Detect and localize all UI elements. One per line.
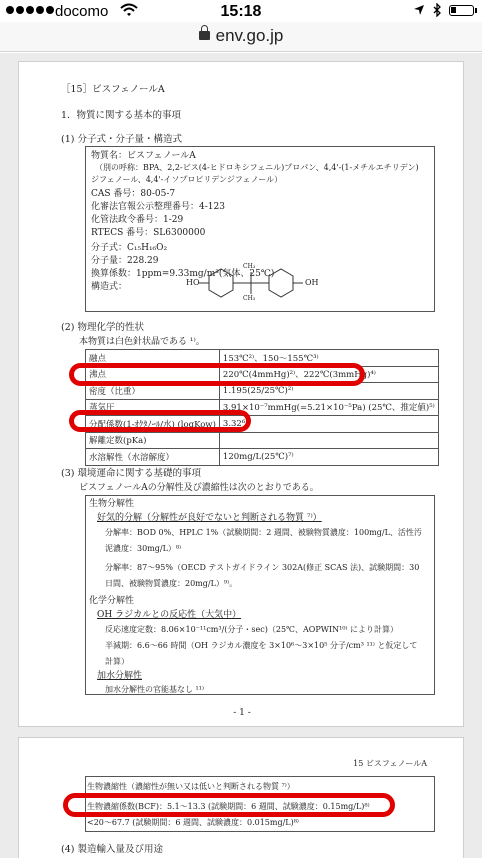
lock-icon (199, 31, 210, 40)
table-cell: 蒸気圧 (86, 399, 220, 416)
highlight-partition-coefficient (69, 410, 251, 432)
document-title: ［15］ビスフェノールA (61, 84, 165, 95)
id-line: 分子量：228.29 (91, 256, 159, 266)
paragraph: 本物質は白色針状晶である ¹⁾。 (79, 337, 205, 347)
fate-line: 分解率：BOD 0%、HPLC 1%（試験期間：2 週間、被験物質濃度：100mg/L、活性汚 (105, 528, 422, 537)
pdf-page-2 (18, 737, 464, 858)
table-row (86, 449, 439, 466)
location-arrow-icon (413, 4, 425, 16)
fate-line: 半減期：6.6～66 時間（OH ラジカル濃度を 3×10⁶～3×10⁵ 分子/cm³ ¹¹⁾ と仮定して (105, 641, 418, 650)
fate-line: 泥濃度：30mg/L）⁸⁾ (105, 544, 182, 553)
id-line: RTECS 番号：SL6300000 (91, 228, 206, 238)
id-line: 物質名：ビスフェノールA (91, 151, 196, 161)
id-line: 化管法政令番号：1-29 (91, 215, 184, 225)
id-line: 換算係数：1ppm=9.33mg/m³(気体、25℃) (91, 269, 275, 279)
clock: 15:18 (220, 3, 262, 20)
table-cell: 120mg/L(25℃)⁷⁾ (219, 449, 438, 466)
table-cell: 水溶解性（水溶解度） (86, 449, 220, 466)
methyl-label: CH₃ (243, 295, 256, 302)
pdf-page-1 (18, 61, 464, 727)
table-cell: 153℃²⁾、150～155℃³⁾ (219, 350, 438, 367)
table-cell: 3.91×10⁻⁷mmHg(=5.21×10⁻⁵Pa) (25℃、推定値)⁵⁾ (219, 399, 438, 416)
fate-subheading: 加水分解性 (97, 671, 143, 681)
table-cell (219, 432, 438, 449)
section-heading: 1．物質に関する基本的事項 (61, 110, 182, 121)
table-cell: 分配係数(1-ｵｸﾀﾉｰﾙ/水) (logKow) (86, 416, 220, 433)
highlight-bcf (63, 793, 395, 817)
table-cell: 3.32⁶⁾ (219, 416, 438, 433)
id-line: CAS 番号：80-05-7 (91, 189, 176, 199)
environmental-fate-box (85, 495, 435, 695)
id-line: ジフェノール、4,4'-イソプロピリデンジフェノール） (91, 175, 283, 184)
running-header: 15 ビスフェノールA (353, 759, 427, 768)
subsection-heading: (3) 環境運命に関する基礎的事項 (61, 468, 201, 479)
url-text: env.go.jp (215, 26, 284, 45)
bcf-line: <20～67.7 (試験期間：6 週間、試験濃度：0.015mg/L)⁸⁾ (87, 818, 299, 827)
fate-line: 計算） (105, 657, 129, 666)
id-line: 分子式：C₁₅H₁₆O₂ (91, 243, 168, 253)
table-cell: 1.195(25/25℃)²⁾ (219, 383, 438, 400)
subsection-heading: (4) 製造輸入量及び用途 (61, 844, 163, 855)
id-line: 化審法官報公示整理番号：4-123 (91, 202, 225, 212)
document-viewport[interactable] (0, 53, 482, 858)
paragraph: ビスフェノールAの分解性及び濃縮性は次のとおりである。 (79, 483, 319, 493)
subsection-heading: (1) 分子式・分子量・構造式 (61, 134, 182, 145)
address-bar[interactable] (0, 22, 482, 52)
hydroxyl-label: OH (305, 278, 319, 287)
subsection-heading: (2) 物理化学的性状 (61, 322, 144, 333)
table-cell: 密度（比重） (86, 383, 220, 400)
fate-heading: 化学分解性 (89, 596, 135, 606)
table-cell: 解離定数(pKa) (86, 432, 220, 449)
table-cell: 沸点 (86, 366, 220, 383)
hydroxyl-label: HO (186, 278, 200, 287)
bcf-line: 生物濃縮係数(BCF)：5.1～13.3 (試験期間：6 週間、試験濃度：0.15mg/L)⁸⁾ (87, 802, 370, 811)
carrier-name: docomo (55, 3, 109, 20)
fate-line: 日間、被験物質濃度：20mg/L）⁹⁾。 (105, 579, 238, 588)
fate-subheading: OH ラジカルとの反応性（大気中） (97, 610, 242, 620)
table-row (86, 432, 439, 449)
fate-line: 分解率：87～95%（OECD テストガイドライン 302A(修正 SCAS 法)、試験期間：30 (105, 563, 420, 572)
highlight-boiling-point (69, 363, 365, 386)
methyl-label: CH₃ (243, 263, 256, 270)
table-cell: 220℃(4mmHg)²⁾、222℃(3mmHg)⁴⁾ (219, 366, 438, 383)
table-cell: 融点 (86, 350, 220, 367)
fate-subheading: 好気的分解（分解性が良好でないと判断される物質 ⁷⁾） (97, 513, 322, 523)
bluetooth-icon (433, 3, 441, 17)
bcf-heading: 生物濃縮性（濃縮性が無い又は低いと判断される物質 ⁷⁾） (87, 782, 295, 791)
fate-line: 反応速度定数：8.06×10⁻¹¹cm³/(分子・sec)（25℃、AOPWIN¹⁰⁾ により計算） (105, 625, 399, 634)
fate-heading: 生物分解性 (89, 499, 135, 509)
status-bar (0, 0, 482, 22)
id-line: （別の呼称：BPA、2,2-ビス(4-ヒドロキシフェニル)プロパン、4,4'-(1-メチルエチリデン) (95, 163, 419, 172)
fate-line: 加水分解性の官能基なし ¹¹⁾ (105, 685, 204, 694)
battery-icon (449, 5, 474, 16)
id-line: 構造式： (91, 282, 128, 292)
page-number: - 1 - (233, 708, 251, 718)
